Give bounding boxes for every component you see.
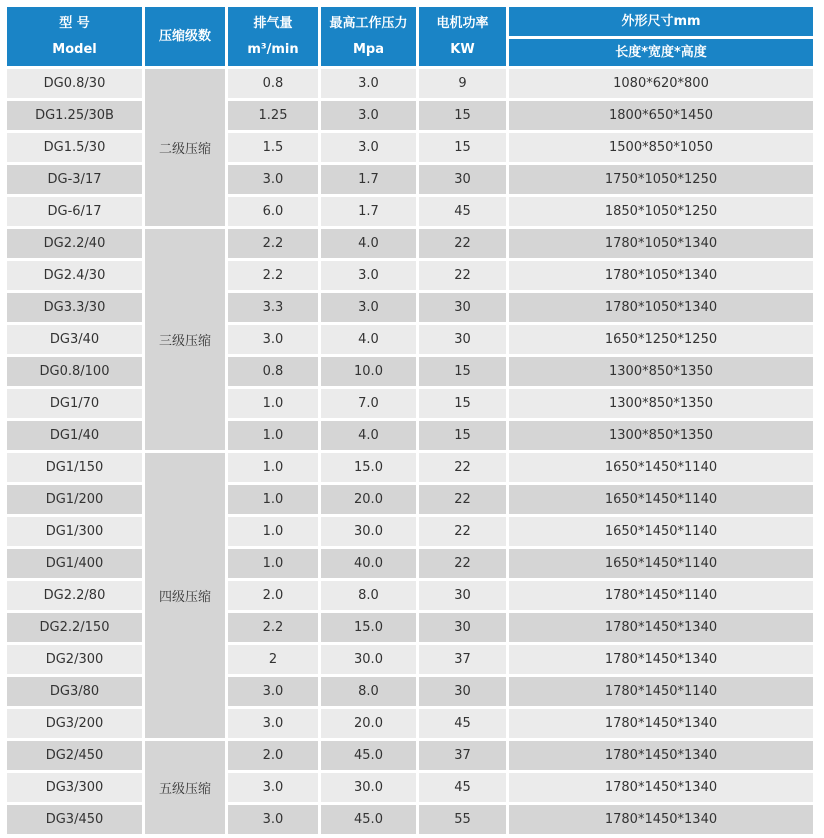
table-row [7, 581, 813, 610]
cell-model: DG3/80 [7, 677, 142, 706]
cell-flow: 1.0 [228, 517, 318, 546]
cell-power: 22 [419, 261, 506, 290]
cell-pressure: 30.0 [321, 645, 416, 674]
table-row [7, 421, 813, 450]
cell-dims: 1850*1050*1250 [509, 197, 813, 226]
cell-model: DG0.8/100 [7, 357, 142, 386]
cell-power: 37 [419, 741, 506, 770]
cell-dims: 1780*1450*1140 [509, 581, 813, 610]
cell-model: DG1.5/30 [7, 133, 142, 162]
cell-model: DG3/300 [7, 773, 142, 802]
cell-power: 15 [419, 389, 506, 418]
table-row [7, 165, 813, 194]
cell-pressure: 20.0 [321, 709, 416, 738]
cell-pressure: 3.0 [321, 69, 416, 98]
table-row [7, 69, 813, 98]
cell-power: 15 [419, 421, 506, 450]
cell-power: 45 [419, 773, 506, 802]
table-body [7, 69, 813, 834]
table-row [7, 389, 813, 418]
cell-power: 15 [419, 133, 506, 162]
cell-dims: 1750*1050*1250 [509, 165, 813, 194]
cell-flow: 1.0 [228, 549, 318, 578]
cell-flow: 0.8 [228, 357, 318, 386]
header-model [7, 7, 142, 66]
cell-dims: 1780*1450*1340 [509, 613, 813, 642]
cell-dims: 1780*1450*1340 [509, 709, 813, 738]
cell-pressure: 1.7 [321, 165, 416, 194]
cell-dims: 1780*1050*1340 [509, 261, 813, 290]
cell-model: DG1/400 [7, 549, 142, 578]
cell-power: 37 [419, 645, 506, 674]
table-row [7, 613, 813, 642]
cell-model: DG3/40 [7, 325, 142, 354]
cell-power: 30 [419, 677, 506, 706]
cell-dims: 1300*850*1350 [509, 421, 813, 450]
cell-flow: 2.2 [228, 613, 318, 642]
cell-flow: 1.0 [228, 453, 318, 482]
cell-flow: 1.25 [228, 101, 318, 130]
cell-power: 55 [419, 805, 506, 834]
cell-flow: 1.0 [228, 485, 318, 514]
cell-power: 45 [419, 709, 506, 738]
table-row [7, 261, 813, 290]
cell-model: DG1/40 [7, 421, 142, 450]
cell-dims: 1300*850*1350 [509, 357, 813, 386]
cell-power: 15 [419, 101, 506, 130]
cell-dims: 1800*650*1450 [509, 101, 813, 130]
cell-model: DG1.25/30B [7, 101, 142, 130]
cell-dims: 1780*1050*1340 [509, 293, 813, 322]
header-pressure-unit: Mpa [352, 41, 384, 57]
table-row [7, 101, 813, 130]
cell-flow: 2.2 [228, 229, 318, 258]
cell-power: 15 [419, 357, 506, 386]
cell-model: DG2/450 [7, 741, 142, 770]
cell-flow: 3.0 [228, 325, 318, 354]
cell-flow: 1.0 [228, 389, 318, 418]
cell-pressure: 8.0 [321, 677, 416, 706]
cell-pressure: 4.0 [321, 229, 416, 258]
cell-pressure: 8.0 [321, 581, 416, 610]
cell-power: 30 [419, 293, 506, 322]
header-model-cn: 型 号 [59, 15, 90, 31]
cell-pressure: 15.0 [321, 453, 416, 482]
cell-dims: 1300*850*1350 [509, 389, 813, 418]
cell-model: DG1/200 [7, 485, 142, 514]
cell-pressure: 45.0 [321, 805, 416, 834]
cell-model: DG2.2/150 [7, 613, 142, 642]
header-pressure [321, 7, 416, 66]
cell-dims: 1780*1450*1340 [509, 645, 813, 674]
cell-power: 30 [419, 325, 506, 354]
cell-pressure: 3.0 [321, 293, 416, 322]
table-row [7, 485, 813, 514]
cell-power: 22 [419, 549, 506, 578]
cell-model: DG-3/17 [7, 165, 142, 194]
cell-flow: 2.2 [228, 261, 318, 290]
cell-pressure: 30.0 [321, 773, 416, 802]
cell-stage: 五级压缩 [145, 741, 225, 834]
cell-dims: 1650*1250*1250 [509, 325, 813, 354]
table-row [7, 549, 813, 578]
cell-flow: 0.8 [228, 69, 318, 98]
cell-power: 22 [419, 485, 506, 514]
cell-dims: 1780*1050*1340 [509, 229, 813, 258]
cell-dims: 1780*1450*1140 [509, 677, 813, 706]
header-pressure-cn: 最高工作压力 [329, 15, 408, 31]
cell-flow: 2.0 [228, 581, 318, 610]
spec-table [4, 4, 816, 837]
cell-dims: 1780*1450*1340 [509, 741, 813, 770]
cell-power: 22 [419, 517, 506, 546]
cell-flow: 1.0 [228, 421, 318, 450]
header-dims: 外形尺寸mm [509, 7, 813, 36]
cell-model: DG1/70 [7, 389, 142, 418]
cell-pressure: 4.0 [321, 421, 416, 450]
header-power [419, 7, 506, 66]
cell-power: 9 [419, 69, 506, 98]
cell-model: DG-6/17 [7, 197, 142, 226]
cell-model: DG1/300 [7, 517, 142, 546]
header-row [7, 7, 813, 36]
cell-dims: 1650*1450*1140 [509, 485, 813, 514]
cell-dims: 1780*1450*1340 [509, 773, 813, 802]
cell-dims: 1500*850*1050 [509, 133, 813, 162]
header-stages: 压缩级数 [145, 7, 225, 66]
cell-pressure: 7.0 [321, 389, 416, 418]
cell-dims: 1650*1450*1140 [509, 549, 813, 578]
cell-power: 30 [419, 613, 506, 642]
cell-flow: 3.0 [228, 677, 318, 706]
cell-flow: 1.5 [228, 133, 318, 162]
cell-pressure: 3.0 [321, 133, 416, 162]
cell-dims: 1650*1450*1140 [509, 517, 813, 546]
header-power-unit: KW [450, 41, 475, 57]
table-row [7, 741, 813, 770]
cell-power: 22 [419, 229, 506, 258]
cell-flow: 3.0 [228, 805, 318, 834]
table-row [7, 677, 813, 706]
header-flow-cn: 排气量 [253, 15, 293, 31]
header-model-en: Model [52, 41, 97, 57]
table-row [7, 773, 813, 802]
cell-model: DG3/450 [7, 805, 142, 834]
cell-dims: 1650*1450*1140 [509, 453, 813, 482]
cell-model: DG1/150 [7, 453, 142, 482]
table-row [7, 517, 813, 546]
cell-dims: 1780*1450*1340 [509, 805, 813, 834]
header-power-cn: 电机功率 [436, 15, 489, 31]
cell-stage: 二级压缩 [145, 69, 225, 226]
cell-pressure: 3.0 [321, 101, 416, 130]
cell-pressure: 1.7 [321, 197, 416, 226]
cell-pressure: 4.0 [321, 325, 416, 354]
cell-power: 30 [419, 165, 506, 194]
header-dims-sub: 长度*宽度*高度 [509, 39, 813, 66]
table-header [7, 7, 813, 66]
cell-flow: 2.0 [228, 741, 318, 770]
table-row [7, 645, 813, 674]
cell-flow: 3.0 [228, 165, 318, 194]
table-row [7, 325, 813, 354]
cell-flow: 3.0 [228, 709, 318, 738]
cell-pressure: 3.0 [321, 261, 416, 290]
cell-pressure: 40.0 [321, 549, 416, 578]
cell-flow: 2 [228, 645, 318, 674]
cell-stage: 三级压缩 [145, 229, 225, 450]
cell-power: 22 [419, 453, 506, 482]
cell-model: DG2.2/80 [7, 581, 142, 610]
cell-pressure: 45.0 [321, 741, 416, 770]
table-row [7, 293, 813, 322]
header-flow [228, 7, 318, 66]
table-row [7, 805, 813, 834]
table-row [7, 453, 813, 482]
cell-flow: 6.0 [228, 197, 318, 226]
cell-flow: 3.3 [228, 293, 318, 322]
table-row [7, 229, 813, 258]
cell-pressure: 15.0 [321, 613, 416, 642]
table-row [7, 133, 813, 162]
header-flow-unit: m³/min [247, 41, 299, 57]
cell-power: 45 [419, 197, 506, 226]
cell-stage: 四级压缩 [145, 453, 225, 738]
table-row [7, 709, 813, 738]
cell-model: DG0.8/30 [7, 69, 142, 98]
cell-dims: 1080*620*800 [509, 69, 813, 98]
cell-model: DG2.2/40 [7, 229, 142, 258]
cell-pressure: 10.0 [321, 357, 416, 386]
cell-pressure: 30.0 [321, 517, 416, 546]
cell-model: DG3.3/30 [7, 293, 142, 322]
cell-model: DG2.4/30 [7, 261, 142, 290]
cell-power: 30 [419, 581, 506, 610]
cell-pressure: 20.0 [321, 485, 416, 514]
cell-model: DG3/200 [7, 709, 142, 738]
table-row [7, 357, 813, 386]
cell-model: DG2/300 [7, 645, 142, 674]
cell-flow: 3.0 [228, 773, 318, 802]
table-row [7, 197, 813, 226]
